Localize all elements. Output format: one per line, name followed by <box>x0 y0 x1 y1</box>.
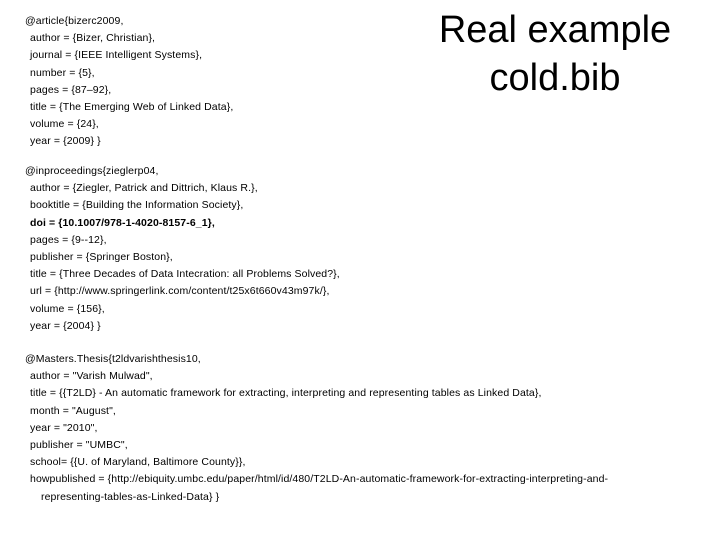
slide-title <box>420 6 690 102</box>
bib-field-pages: pages = {9--12}, <box>30 233 107 246</box>
bib-field-publisher: publisher = "UMBC", <box>30 439 128 452</box>
bib-field-author: author = {Ziegler, Patrick and Dittrich, Klaus R.}, <box>30 182 258 195</box>
bib-field-doi: doi = {10.1007/978-1-4020-8157-6_1}, <box>30 216 215 229</box>
bib-field-title: title = {The Emerging Web of Linked Data}, <box>30 101 234 114</box>
bib-field-url: url = {http://www.springerlink.com/content/t25x6t660v43m97k/}, <box>30 285 330 298</box>
bib-field-publisher: publisher = {Springer Boston}, <box>30 251 173 264</box>
bib-field-year: year = {2009} } <box>30 135 101 148</box>
bib-field-school: school= {{U. of Maryland, Baltimore County}}, <box>30 456 246 469</box>
bib-field-number: number = {5}, <box>30 66 95 79</box>
bib-entry-header: @inproceedings{zieglerp04, <box>25 165 159 177</box>
bib-field-title: title = {Three Decades of Data Intecration: all Problems Solved?}, <box>30 268 340 281</box>
slide-title-line2: cold.bib <box>489 57 621 99</box>
bib-entry-header: @Masters.Thesis{t2ldvarishthesis10, <box>25 353 201 365</box>
bib-field-howpublished-continued: representing-tables-as-Linked-Data} } <box>41 490 220 503</box>
bib-entry-header: @article{bizerc2009, <box>25 15 124 27</box>
bib-field-pages: pages = {87–92}, <box>30 83 112 96</box>
bib-field-volume: volume = {156}, <box>30 302 105 315</box>
slide-title-line1: Real example <box>438 9 672 51</box>
bib-field-volume: volume = {24}, <box>30 118 99 131</box>
bib-field-author: author = "Varish Mulwad", <box>30 370 153 383</box>
bib-field-howpublished: howpublished = {http://ebiquity.umbc.edu/paper/html/id/480/T2LD-An-automatic-framework-for-extracting-interpreting-and- <box>30 473 609 486</box>
bib-entry-bizerc2009 <box>25 13 233 151</box>
bib-entry-zieglerp04 <box>25 163 340 335</box>
bib-field-year: year = {2004} } <box>30 319 101 332</box>
bib-field-year: year = "2010", <box>30 421 98 434</box>
bib-field-author: author = {Bizer, Christian}, <box>30 32 156 45</box>
bib-field-journal: journal = {IEEE Intelligent Systems}, <box>30 49 203 62</box>
bib-field-booktitle: booktitle = {Building the Information Society}, <box>30 199 244 212</box>
bib-field-month: month = "August", <box>30 404 116 417</box>
bib-field-title: title = {{T2LD} - An automatic framework for extracting, interpreting and representing tables as Linked Data}, <box>30 387 542 400</box>
bib-entry-t2ldvarishthesis10 <box>25 351 608 506</box>
